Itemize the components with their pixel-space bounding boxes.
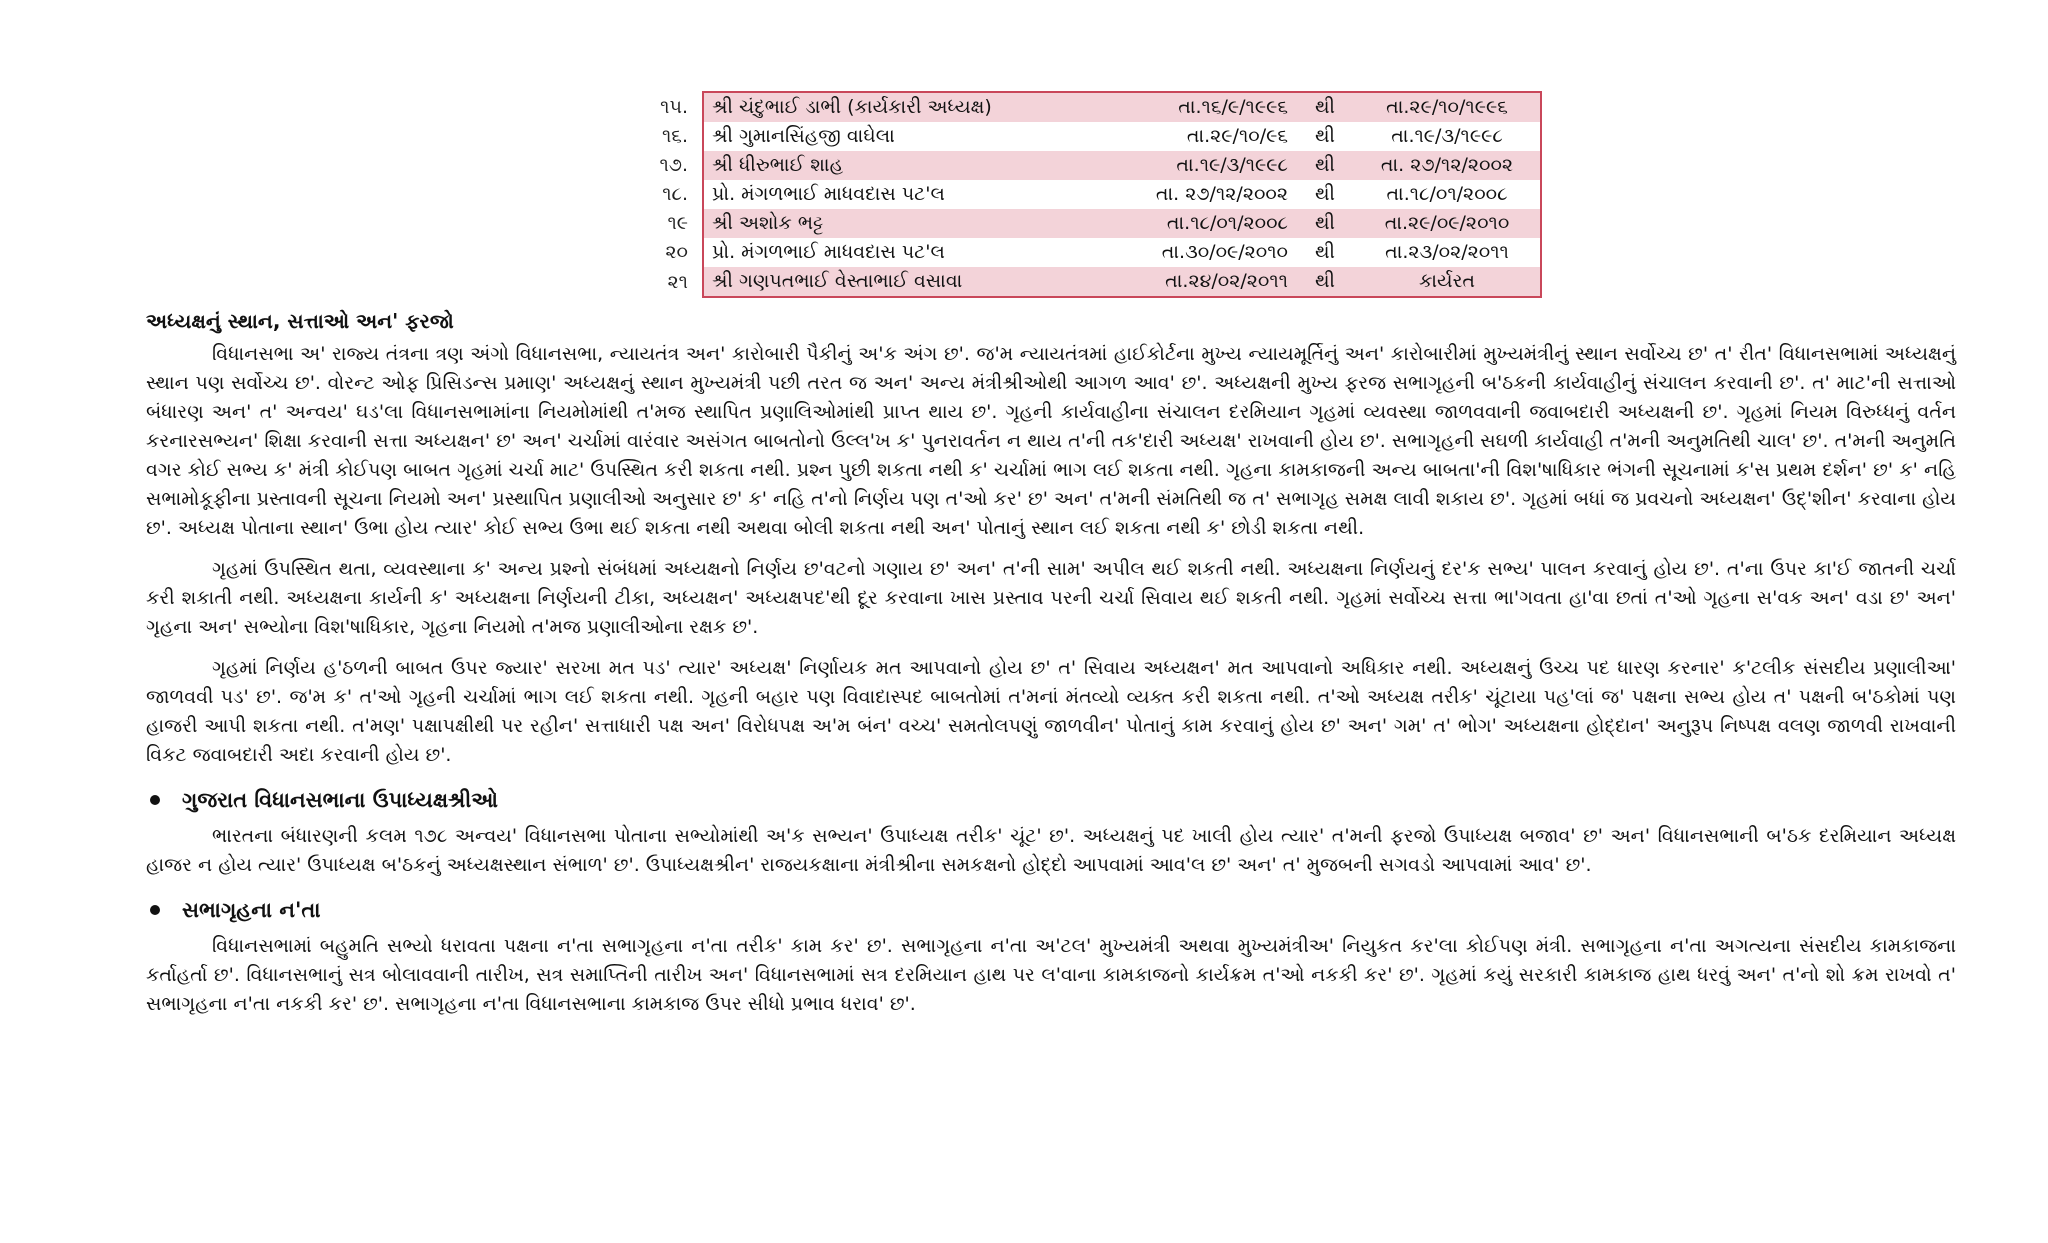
row-number: ૧૮. [662, 183, 688, 205]
speaker-name: પ્રો. મંગળભાઈ માધવદાસ પટ'લ [703, 180, 1080, 209]
speaker-name: શ્રી ચંદુભાઈ ડાભી (કાર્યકારી અધ્યક્ષ) [703, 92, 1080, 122]
section-heading-text: સભાગૃહના ન'તા [182, 898, 321, 922]
table-row [636, 151, 1541, 180]
term-separator: થી [1314, 183, 1335, 205]
term-separator: થી [1296, 151, 1354, 180]
term-start: તા.૧૯/૩/૧૯૯૮ [1080, 151, 1296, 180]
term-separator: થી [1296, 209, 1354, 238]
row-number: ૧૯ [667, 212, 688, 234]
term-separator: થી [1296, 267, 1354, 297]
speakers-table [636, 91, 1542, 298]
term-start: તા.૧૮/૦૧/૨૦૦૮ [1080, 209, 1296, 238]
paragraph-house-leader: વિધાનસભામાં બહુમતિ સભ્યો ધરાવતા પક્ષના ન'તા સભાગૃહના ન'તા તરીક' કામ કર' છ'. સભાગૃહના ન'તા અ'ટલ' મુખ્યમંત્રી અથવા મુખ્યમંત્રીઅ' નિયુકત કર'લા કોઈપણ મંત્રી. સભાગૃહના ન'તા અગત્યના સંસદીય કામકાજના કર્તાહર્તા છ'. વિધાનસભાનું સત્ર બોલાવવાની તારીખ, સત્ર સમાપ્તિની તારીખ અન' વિધાનસભામાં સત્ર દરમિયાન હાથ પર લ'વાના કામકાજનો કાર્યક્રમ ત'ઓ નકકી કર' છ'. ગૃહમાં કયું સરકારી કામકાજ હાથ ધરવું અન' ત'નો શો ક્રમ રાખવો ત' સભાગૃહના ન'તા નકકી કર' છ'. સભાગૃહના ન'તા વિધાનસભાના કામકાજ ઉપર સીધો પ્રભાવ ધરાવ' છ'. [146, 935, 1956, 1015]
row-number: ૨૦ [665, 241, 688, 263]
bullet-icon [150, 795, 160, 805]
row-number: ૧૭. [659, 154, 688, 176]
paragraph-speaker-rulings: ગૃહમાં ઉપસ્થિત થતા, વ્યવસ્થાના ક' અન્ય પ્રશ્નો સંબંધમાં અધ્યક્ષનો નિર્ણય છ'વટનો ગણાય છ' અન' ત'ની સામ' અપીલ થઈ શકતી નથી. અધ્યક્ષના નિર્ણયનું દર'ક સભ્ય' પાલન કરવાનું હોય છ'. ત'ના ઉપર કા'ઈ જાતની ચર્ચા કરી શકાતી નથી. અધ્યક્ષના કાર્યની ક' અધ્યક્ષના નિર્ણયની ટીકા, અધ્યક્ષન' અધ્યક્ષપદ'થી દૂર કરવાના ખાસ પ્રસ્તાવ પરની ચર્ચા સિવાય થઈ શકતી નથી. ગૃહમાં સર્વોચ્ચ સત્તા ભા'ગવતા હા'વા છતાં ત'ઓ ગૃહના સ'વક અન' વડા છ' અન' ગૃહના અન' સભ્યોના વિશ'ષાધિકાર, ગૃહના નિયમો ત'મજ પ્રણાલીઓના રક્ષક છ'. [146, 558, 1956, 638]
section-heading-speaker-role: અધ્યક્ષનું સ્થાન, સત્તાઓ અન' ફરજો [146, 309, 454, 333]
table-row [636, 267, 1541, 297]
paragraph-speaker-neutrality: ગૃહમાં નિર્ણય હ'ઠળની બાબત ઉપર જ્યાર' સરખા મત પડ' ત્યાર' અધ્યક્ષ' નિર્ણાયક મત આપવાનો હોય છ' ત' સિવાય અધ્યક્ષન' મત આપવાનો અધિકાર નથી. અધ્યક્ષનું ઉચ્ચ પદ ધારણ કરનાર' ક'ટલીક સંસદીય પ્રણાલીઆ' જાળવવી પડ' છ'. જ'મ ક' ત'ઓ ગૃહની ચર્ચામાં ભાગ લઈ શકતા નથી. ગૃહની બહાર પણ વિવાદાસ્પદ બાબતોમાં ત'મનાં મંતવ્યો વ્યક્ત કરી શકતા નથી. ત'ઓ અધ્યક્ષ તરીક' ચૂંટાયા પહ'લાં જ' પક્ષના સભ્ય હોય ત' પક્ષની બ'ઠકોમાં પણ હાજરી આપી શકતા નથી. ત'મણ' પક્ષાપક્ષીથી પર રહીન' સત્તાધારી પક્ષ અન' વિરોધપક્ષ અ'મ બંન' વચ્ચ' સમતોલપણું જાળવીન' પોતાનું કામ કરવાનું હોય છ' અન' ગમ' ત' ભોગ' અધ્યક્ષના હોદ્દાન' અનુરૂપ નિષ્પક્ષ વલણ જાળવી રાખવાની વિકટ જવાબદારી અદા કરવાની હોય છ'. [146, 657, 1956, 766]
speaker-name: પ્રો. મંગળભાઈ માધવદાસ પટ'લ [703, 238, 1080, 267]
table-row [636, 209, 1541, 238]
term-start: તા.૩૦/૦૯/૨૦૧૦ [1161, 241, 1288, 263]
speaker-name: શ્રી ગુમાનસિંહજી વાઘેલા [703, 122, 1080, 151]
document-body [146, 306, 1956, 1031]
section-heading-house-leader [146, 894, 1956, 926]
speaker-name: શ્રી અશોક ભટ્ટ [703, 209, 1080, 238]
term-end: તા.૨૩/૦૨/૨૦૧૧ [1354, 238, 1541, 267]
bullet-icon [150, 905, 160, 915]
term-end: તા.૧૮/૦૧/૨૦૦૮ [1354, 180, 1541, 209]
term-start: તા.૧૬/૯/૧૯૯૬ [1080, 92, 1296, 122]
term-start: તા.૨૯/૧૦/૯૬ [1186, 125, 1288, 147]
row-number: ૧૫. [660, 95, 688, 118]
term-end: કાર્યરત [1354, 267, 1541, 297]
term-end: તા.૨૯/૧૦/૧૯૯૬ [1354, 92, 1541, 122]
term-start: તા. ૨૭/૧૨/૨૦૦૨ [1155, 183, 1288, 205]
table-row [636, 122, 1541, 151]
table-row [636, 180, 1541, 209]
paragraph-speaker-duties: વિધાનસભા અ' રાજ્ય તંત્રના ત્રણ અંગો વિધાનસભા, ન્યાયતંત્ર અન' કારોબારી પૈકીનું અ'ક અંગ છ'. જ'મ ન્યાયતંત્રમાં હાઈકોર્ટના મુખ્ય ન્યાયમૂર્તિનું અન' કારોબારીમાં મુખ્યમંત્રીનું સ્થાન સર્વોચ્ચ છ' ત' રીત' વિધાનસભામાં અધ્યક્ષનું સ્થાન પણ સર્વોચ્ચ છ'. વોરન્ટ ઓફ પ્રિસિડન્સ પ્રમાણ' અધ્યક્ષનું સ્થાન મુખ્યમંત્રી પછી તરત જ અન' અન્ય મંત્રીશ્રીઓથી આગળ આવ' છ'. અધ્યક્ષની મુખ્ય ફરજ સભાગૃહની બ'ઠકની કાર્યવાહીનું સંચાલન કરવાની છ'. ત' માટ'ની સત્તાઓ બંધારણ અન' ત' અન્વય' ઘડ'લા વિધાનસભામાંના નિયમોમાંથી ત'મજ સ્થાપિત પ્રણાલિઓમાંથી પ્રાપ્ત થાય છ'. ગૃહની કાર્યવાહીના સંચાલન દરમિયાન ગૃહમાં વ્યવસ્થા જાળવવાની જવાબદારી અધ્યક્ષની છ'. ગૃહમાં નિયમ વિરુધ્ધનું વર્તન કરનારસભ્યન' શિક્ષા કરવાની સત્તા અધ્યક્ષન' છ' અન' ચર્ચામાં વારંવાર અસંગત બાબતોનો ઉલ્લ'ખ ક' પુનરાવર્તન ન થાય ત'ની તક'દારી અધ્યક્ષ' રાખવાની હોય છ'. સભાગૃહની સઘળી કાર્યવાહી ત'મની અનુમતિથી ચાલ' છ'. ત'મની અનુમતિ વગર કોઈ સભ્ય ક' મંત્રી કોઈપણ બાબત ગૃહમાં ચર્ચા માટ' ઉપસ્થિત કરી શકતા નથી. પ્રશ્ન પુછી શકતા નથી ક' ચર્ચામાં ભાગ લઈ શકતા નથી. ગૃહના કામકાજની અન્ય બાબતા'ની વિશ'ષાધિકાર ભંગની સૂચનામાં ક'સ પ્રથમ દર્શન' છ' ક' નહિ સભામોકૂફીના પ્રસ્તાવની સૂચના નિયમો અન' પ્રસ્થાપિત પ્રણાલીઓ અનુસાર છ' ક' નહિ ત'નો નિર્ણય પણ ત'ઓ કર' છ' અન' ત'મની સંમતિથી જ ત' સભાગૃહ સમક્ષ લાવી શકાય છ'. ગૃહમાં બધાં જ પ્રવચનો અધ્યક્ષન' ઉદ્'શીન' કરવાના હોય છ'. અધ્યક્ષ પોતાના સ્થાન' ઉભા હોય ત્યાર' કોઈ સભ્ય ઉભા થઈ શકતા નથી અથવા બોલી શકતા નથી અન' પોતાનું સ્થાન લઈ શકતા નથી ક' છોડી શકતા નથી. [146, 343, 1956, 539]
table-row [636, 238, 1541, 267]
speaker-name: શ્રી ગણપતભાઈ વેસ્તાભાઈ વસાવા [703, 267, 1080, 297]
section-heading-deputy-speakers [146, 784, 1956, 816]
term-end: તા. ૨૭/૧૨/૨૦૦૨ [1354, 151, 1541, 180]
term-separator: થી [1314, 241, 1335, 263]
term-end: તા.૧૯/૩/૧૯૯૮ [1354, 122, 1541, 151]
table-row [636, 92, 1541, 122]
row-number: ૧૬. [662, 125, 688, 147]
row-number: ૨૧ [667, 270, 688, 293]
speaker-name: શ્રી ધીરુભાઈ શાહ [703, 151, 1080, 180]
paragraph-deputy-speakers: ભારતના બંધારણની કલમ ૧૭૮ અન્વય' વિધાનસભા પોતાના સભ્યોમાંથી અ'ક સભ્યન' ઉપાધ્યક્ષ તરીક' ચૂંટ' છ'. અધ્યક્ષનું પદ ખાલી હોય ત્યાર' ત'મની ફરજો ઉપાધ્યક્ષ બજાવ' છ' અન' વિધાનસભાની બ'ઠક દરમિયાન અધ્યક્ષ હાજર ન હોય ત્યાર' ઉપાધ્યક્ષ બ'ઠકનું અધ્યક્ષસ્થાન સંભાળ' છ'. ઉપાધ્યક્ષશ્રીન' રાજયકક્ષાના મંત્રીશ્રીના સમકક્ષનો હોદ્દો આપવામાં આવ'લ છ' અન' ત' મુજબની સગવડો આપવામાં આવ' છ'. [146, 825, 1956, 876]
term-separator: થી [1296, 92, 1354, 122]
term-start: તા.૨૪/૦૨/૨૦૧૧ [1080, 267, 1296, 297]
term-separator: થી [1314, 125, 1335, 147]
term-end: તા.૨૯/૦૯/૨૦૧૦ [1354, 209, 1541, 238]
section-heading-text: ગુજરાત વિધાનસભાના ઉપાધ્યક્ષશ્રીઓ [182, 788, 498, 812]
